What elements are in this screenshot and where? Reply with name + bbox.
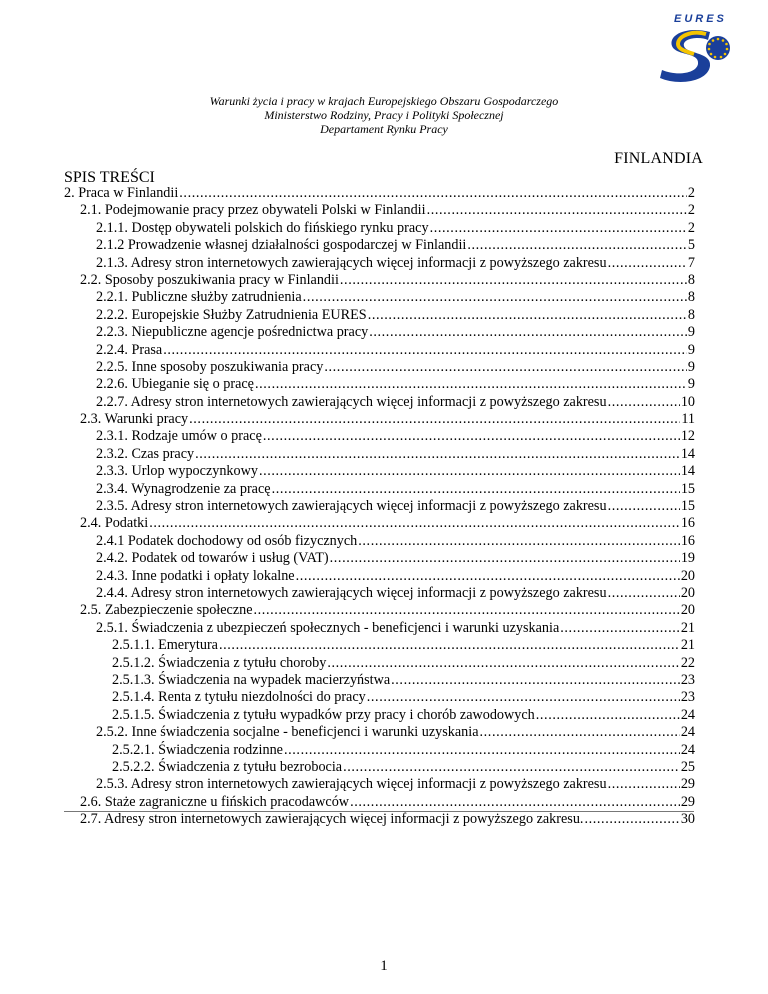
toc-leader-dots — [263, 428, 680, 445]
toc-entry-title: 2.7. Adresy stron internetowych zawierających więcej informacji z powyższego zakresu. — [80, 811, 584, 828]
header-line-3: Departament Rynku Pracy — [320, 122, 448, 136]
toc-leader-dots — [584, 811, 679, 828]
toc-entry-page: 8 — [687, 306, 695, 323]
toc-leader-dots — [324, 359, 687, 376]
toc-entry-title: 2.5.2. Inne świadczenia socjalne - beneficjenci i warunki uzyskania — [96, 724, 479, 741]
toc-leader-dots — [430, 220, 687, 237]
toc-entry[interactable] — [64, 202, 695, 219]
toc-entry-page: 14 — [680, 463, 695, 480]
separator-line — [64, 811, 694, 812]
toc-entry[interactable] — [64, 655, 695, 672]
toc-leader-dots — [296, 568, 680, 585]
toc-entry-title: 2.1. Podejmowanie pracy przez obywateli Polski w Finlandii — [80, 202, 426, 219]
toc-entry-title: 2.3.2. Czas pracy — [96, 445, 195, 462]
logo-s-blue — [660, 30, 710, 82]
toc-entry-title: 2.3.3. Urlop wypoczynkowy — [96, 463, 258, 480]
toc-entry-page: 11 — [681, 411, 695, 428]
toc-entry[interactable] — [64, 324, 695, 341]
toc-entry[interactable] — [64, 498, 695, 515]
toc-entry-page: 29 — [680, 793, 695, 810]
toc-leader-dots — [608, 585, 680, 602]
toc-entry-title: 2.4.2. Podatek od towarów i usług (VAT) — [96, 550, 329, 567]
toc-entry-title: 2.4.4. Adresy stron internetowych zawierających więcej informacji z powyższego zakresu — [96, 584, 607, 601]
toc-entry[interactable] — [64, 515, 695, 532]
toc-entry-page: 23 — [680, 671, 695, 688]
toc-entry-title: 2.5.3. Adresy stron internetowych zawierających więcej informacji z powyższego zakresu — [96, 776, 607, 793]
toc-entry-title: 2.3.4. Wynagrodzenie za pracę — [96, 480, 271, 497]
toc-entry[interactable] — [64, 481, 695, 498]
toc-entry-page: 9 — [687, 341, 695, 358]
logo-text: EURES — [674, 13, 727, 25]
toc-leader-dots — [330, 550, 680, 567]
page-number: 1 — [380, 958, 388, 974]
toc-entry-title: 2.6. Staże zagraniczne u fińskich pracodawców — [80, 793, 350, 810]
toc-entry-title: 2.5. Zabezpieczenie społeczne — [80, 602, 253, 619]
toc-entry[interactable] — [64, 776, 695, 793]
toc-entry-title: 2.2.7. Adresy stron internetowych zawierających więcej informacji z powyższego zakresu — [96, 393, 607, 410]
toc-entry-title: 2.2.4. Prasa — [96, 341, 163, 358]
toc-leader-dots — [340, 272, 687, 289]
toc-entry-title: 2.2.1. Publiczne służby zatrudnienia — [96, 289, 302, 306]
toc-entry-title: 2.4.1 Podatek dochodowy od osób fizycznych — [96, 532, 358, 549]
toc-entry-title: 2.5.1.2. Świadczenia z tytułu choroby — [112, 654, 327, 671]
toc-entry-title: 2.1.2 Prowadzenie własnej działalności gospodarczej w Finlandii — [96, 237, 467, 254]
toc-entry-page: 20 — [680, 567, 695, 584]
toc-leader-dots — [189, 411, 680, 428]
toc-leader-dots — [163, 342, 687, 359]
toc-entry[interactable] — [64, 185, 695, 202]
toc-entry-page: 2 — [687, 185, 695, 201]
toc-entry-page: 5 — [687, 237, 695, 254]
toc-leader-dots — [272, 481, 680, 498]
toc-entry-title: 2.1.1. Dostęp obywateli polskich do fińskiego rynku pracy — [96, 219, 429, 236]
toc-entry[interactable] — [64, 411, 695, 428]
toc-entry[interactable] — [64, 637, 695, 654]
toc-entry-page: 29 — [680, 776, 695, 793]
toc-leader-dots — [368, 307, 687, 324]
toc-entry-page: 14 — [680, 445, 695, 462]
header-line-2: Ministerstwo Rodziny, Pracy i Polityki Społecznej — [264, 108, 504, 122]
toc-entry-title: 2.2.6. Ubieganie się o pracę — [96, 376, 254, 393]
toc-leader-dots — [480, 724, 680, 741]
toc-leader-dots — [284, 742, 680, 759]
toc-entry[interactable] — [64, 394, 695, 411]
toc-entry[interactable] — [64, 689, 695, 706]
toc-leader-dots — [327, 655, 679, 672]
toc-entry-title: 2.5.2.1. Świadczenia rodzinne — [112, 741, 283, 758]
toc-entry-page: 8 — [687, 289, 695, 306]
toc-entry-title: 2.3.1. Rodzaje umów o pracę — [96, 428, 262, 445]
toc-entry[interactable] — [64, 272, 695, 289]
toc-entry-title: 2.4. Podatki — [80, 515, 149, 532]
toc-entry-title: 2.5.1. Świadczenia z ubezpieczeń społecznych - beneficjenci i warunki uzyskania — [96, 619, 560, 636]
toc-entry-page: 15 — [680, 498, 695, 515]
toc-entry[interactable] — [64, 759, 695, 776]
toc-entry-page: 24 — [680, 706, 695, 723]
document-header — [0, 94, 768, 136]
toc-leader-dots — [608, 776, 680, 793]
toc-leader-dots — [254, 602, 680, 619]
toc-leader-dots — [427, 202, 687, 219]
toc-leader-dots — [367, 689, 680, 706]
toc-leader-dots — [303, 289, 687, 306]
toc-entry[interactable] — [64, 428, 695, 445]
toc-leader-dots — [149, 515, 680, 532]
toc-entry-page: 15 — [680, 480, 695, 497]
toc-leader-dots — [391, 672, 680, 689]
toc-entry-page: 24 — [680, 741, 695, 758]
toc-leader-dots — [608, 255, 687, 272]
toc-leader-dots — [343, 759, 680, 776]
toc-entry[interactable] — [64, 289, 695, 306]
toc-entry-title: 2.3. Warunki pracy — [80, 411, 189, 428]
toc-entry[interactable] — [64, 672, 695, 689]
toc-entry-page: 30 — [680, 811, 695, 828]
toc-entry[interactable] — [64, 811, 695, 828]
toc-leader-dots — [350, 794, 680, 811]
toc-entry-page: 20 — [680, 584, 695, 601]
toc-entry[interactable] — [64, 585, 695, 602]
header-line-1: Warunki życia i pracy w krajach Europejskiego Obszaru Gospodarczego — [209, 94, 559, 108]
toc-entry-title: 2.4.3. Inne podatki i opłaty lokalne — [96, 567, 295, 584]
toc-entry-page: 25 — [680, 758, 695, 775]
toc-entry[interactable] — [64, 533, 695, 550]
toc-leader-dots — [467, 237, 687, 254]
toc-entry[interactable] — [64, 342, 695, 359]
toc-entry[interactable] — [64, 376, 695, 393]
table-of-contents — [64, 185, 695, 828]
toc-entry-page: 24 — [680, 724, 695, 741]
toc-entry[interactable] — [64, 220, 695, 237]
toc-leader-dots — [179, 185, 687, 202]
toc-entry[interactable] — [64, 620, 695, 637]
toc-entry-title: 2. Praca w Finlandii — [64, 185, 179, 201]
toc-entry[interactable] — [64, 724, 695, 741]
eures-logo — [648, 8, 738, 88]
toc-leader-dots — [259, 463, 680, 480]
toc-entry-page: 22 — [680, 654, 695, 671]
toc-entry-title: 2.5.1.5. Świadczenia z tytułu wypadków przy pracy i chorób zawodowych — [112, 706, 535, 723]
toc-leader-dots — [195, 446, 680, 463]
toc-entry[interactable] — [64, 568, 695, 585]
toc-entry-title: 2.5.2.2. Świadczenia z tytułu bezrobocia — [112, 758, 343, 775]
country-title: FINLANDIA — [614, 150, 703, 167]
eures-logo-graphic — [648, 8, 738, 88]
toc-entry[interactable] — [64, 463, 695, 480]
toc-entry-page: 12 — [680, 428, 695, 445]
toc-entry[interactable] — [64, 446, 695, 463]
toc-leader-dots — [219, 637, 680, 654]
toc-leader-dots — [536, 707, 680, 724]
toc-entry[interactable] — [64, 602, 695, 619]
toc-entry-page: 20 — [680, 602, 695, 619]
toc-leader-dots — [560, 620, 680, 637]
toc-entry-title: 2.5.1.1. Emerytura — [112, 637, 218, 654]
toc-entry-title: 2.2.2. Europejskie Służby Zatrudnienia EURES — [96, 306, 367, 323]
toc-entry[interactable] — [64, 307, 695, 324]
toc-entry-title: 2.3.5. Adresy stron internetowych zawierających więcej informacji z powyższego zakresu — [96, 498, 607, 515]
toc-entry-page: 16 — [680, 532, 695, 549]
toc-entry-title: 2.1.3. Adresy stron internetowych zawierających więcej informacji z powyższego zakresu — [96, 254, 607, 271]
toc-entry-page: 2 — [687, 219, 695, 236]
toc-leader-dots — [369, 324, 687, 341]
toc-entry-page: 8 — [687, 271, 695, 288]
toc-entry-page: 23 — [680, 689, 695, 706]
toc-leader-dots — [608, 394, 680, 411]
toc-entry-page: 16 — [680, 515, 695, 532]
toc-entry-title: 2.2.3. Niepubliczne agencje pośrednictwa pracy — [96, 324, 369, 341]
toc-entry-page: 10 — [680, 393, 695, 410]
toc-entry[interactable] — [64, 255, 695, 272]
toc-entry[interactable] — [64, 794, 695, 811]
toc-entry-page: 21 — [680, 637, 695, 654]
toc-entry-page: 21 — [680, 619, 695, 636]
toc-entry-page: 7 — [687, 254, 695, 271]
toc-entry-page: 9 — [687, 358, 695, 375]
toc-entry-title: 2.5.1.4. Renta z tytułu niezdolności do pracy — [112, 689, 366, 706]
toc-entry-page: 9 — [687, 376, 695, 393]
toc-entry-title: 2.2.5. Inne sposoby poszukiwania pracy — [96, 358, 324, 375]
toc-leader-dots — [608, 498, 680, 515]
toc-entry-page: 9 — [687, 324, 695, 341]
toc-entry[interactable] — [64, 550, 695, 567]
toc-entry[interactable] — [64, 742, 695, 759]
toc-title: SPIS TREŚCI — [64, 169, 155, 186]
toc-entry-title: 2.5.1.3. Świadczenia na wypadek macierzyństwa — [112, 671, 391, 688]
toc-entry[interactable] — [64, 359, 695, 376]
toc-entry[interactable] — [64, 237, 695, 254]
toc-leader-dots — [255, 376, 687, 393]
toc-entry[interactable] — [64, 707, 695, 724]
toc-entry-page: 2 — [687, 202, 695, 219]
toc-leader-dots — [358, 533, 680, 550]
toc-entry-page: 19 — [680, 550, 695, 567]
toc-entry-title: 2.2. Sposoby poszukiwania pracy w Finlandii — [80, 271, 339, 288]
